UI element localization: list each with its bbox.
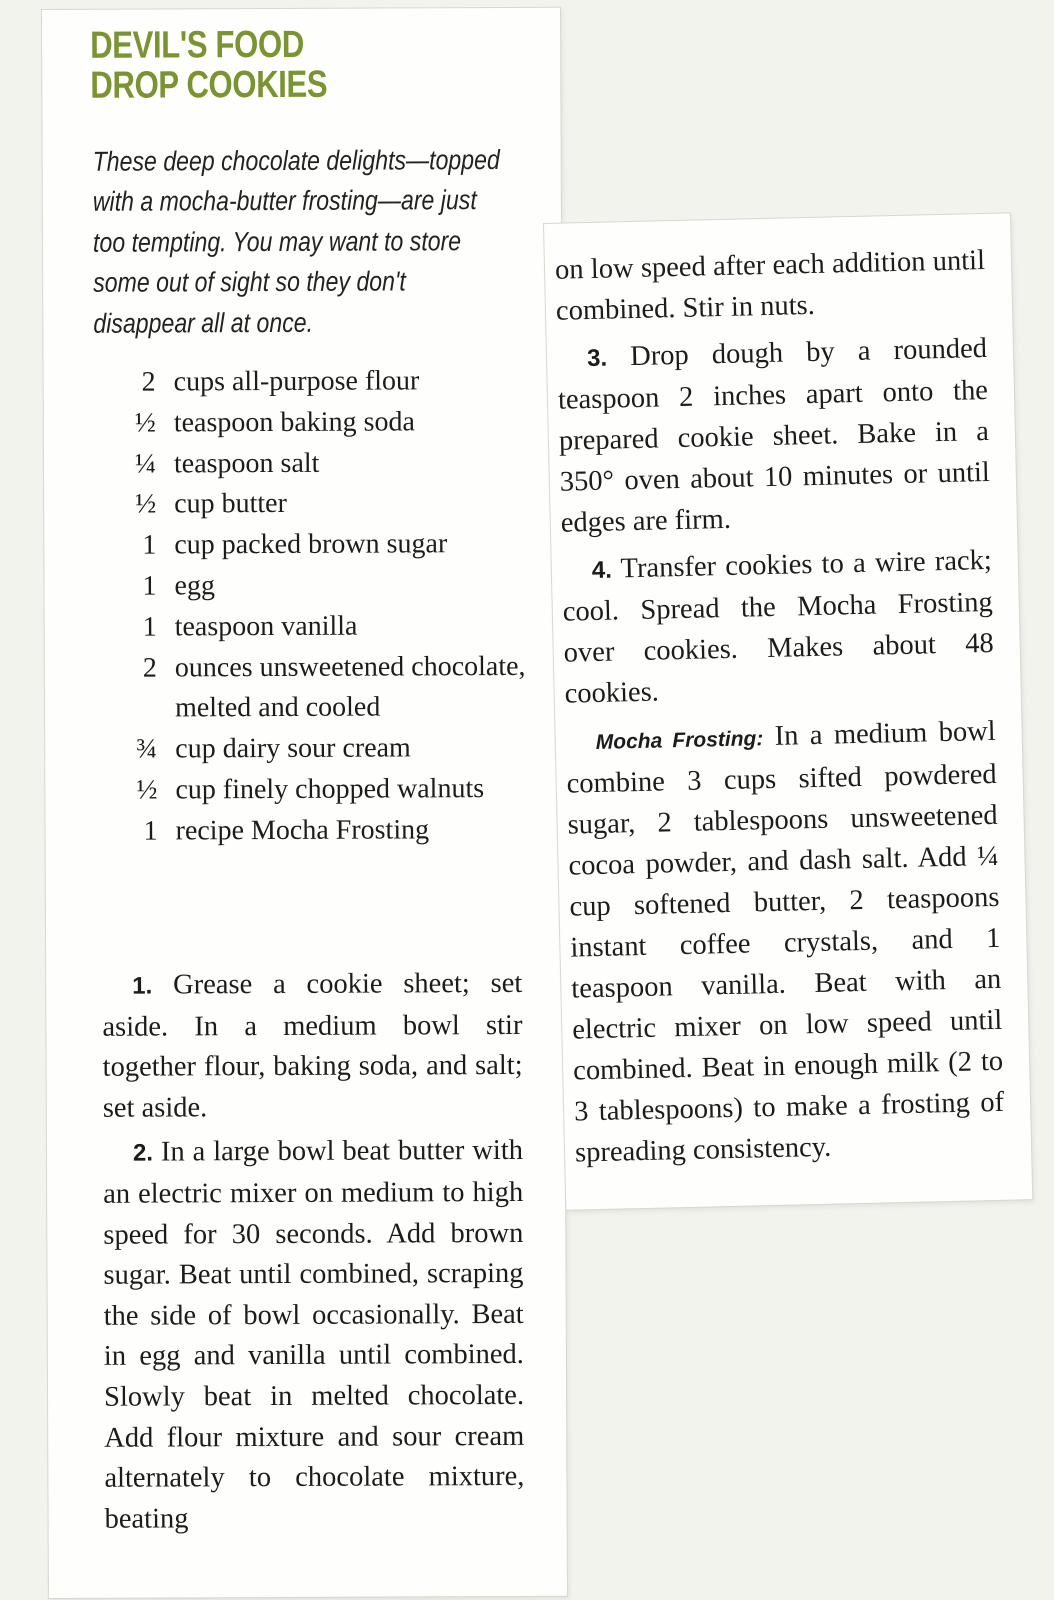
ingredient-name: cups all-purpose flour: [173, 365, 420, 398]
ingredient-quantity: ½: [134, 407, 156, 439]
recipe-title: [90, 25, 327, 106]
method-step-continued: on low speed after each addition until combined. Stir in nuts.: [554, 245, 986, 327]
step-text: In a large bowl beat butter with an electric mixer on medium to high speed for 30 seconds. Add brown sugar. Beat until combined, scraping the side of bowl occasionally. Beat in egg and vanilla until combined. Slowly beat in melted chocolate. Add flour mixture and sour cream alternately to chocolate mixture, beating: [103, 1135, 525, 1535]
method-step: [561, 540, 995, 715]
ingredient-name: teaspoon salt: [173, 447, 320, 480]
ingredient-name: cup butter: [174, 488, 287, 520]
ingredient-row: [103, 728, 553, 771]
recipe-intro: These deep chocolate delights—topped with a mocha-butter frosting—are just too tempting. You may want to store some out of sight so they don't disappear all at once.: [92, 143, 500, 339]
step-number: 1.: [132, 972, 153, 1000]
step-number: 3.: [586, 344, 608, 373]
frosting-label: Mocha Frosting:: [595, 727, 764, 754]
step-number: 2.: [132, 1139, 154, 1167]
ingredient-row: [102, 483, 552, 526]
ingredient-quantity: 2: [142, 652, 157, 684]
method-steps-right: [555, 240, 1006, 1174]
ingredient-name: teaspoon baking soda: [173, 406, 415, 439]
ingredient-quantity: ¼: [134, 448, 157, 480]
mocha-frosting-paragraph: [565, 711, 1005, 1174]
ingredient-quantity: 2: [141, 366, 156, 398]
ingredient-name: cup dairy sour cream: [175, 732, 411, 765]
method-step: [102, 964, 523, 1129]
ingredient-row: [102, 442, 552, 485]
ingredient-quantity: 1: [143, 815, 158, 847]
method-steps-left: [102, 964, 525, 1540]
ingredient-row: [102, 402, 552, 445]
ingredient-quantity: ½: [135, 488, 157, 520]
ingredient-row: [102, 565, 552, 608]
ingredient-quantity: 1: [142, 570, 157, 602]
ingredient-row: [102, 524, 552, 567]
step-text: Drop dough by a rounded teaspoon 2 inches apart onto the prepared cookie sheet. Bake in a 350° oven about 10 minutes or until edges are firm.: [557, 332, 991, 539]
ingredient-name: teaspoon vanilla: [174, 610, 358, 643]
ingredient-quantity: ½: [136, 774, 158, 806]
ingredient-row: [102, 361, 552, 404]
ingredient-name: recipe Mocha Frosting: [175, 814, 430, 847]
ingredient-name: ounces unsweetened chocolate, melted and cooled: [174, 650, 526, 724]
recipe-clipping-left: [42, 8, 567, 1598]
ingredient-row: [103, 606, 553, 649]
step-text: Grease a cookie sheet; set aside. In a medium bowl stir together flour, baking soda, and salt; set aside.: [102, 967, 523, 1124]
ingredient-list: [102, 361, 554, 853]
ingredient-name: cup packed brown sugar: [174, 528, 448, 561]
ingredient-quantity: 1: [142, 611, 157, 643]
step-number: 4.: [591, 556, 613, 584]
ingredient-row: [103, 646, 553, 730]
method-step: [557, 328, 992, 544]
recipe-clipping-right: [544, 213, 1032, 1209]
ingredient-name: egg: [174, 570, 216, 602]
method-step: [103, 1131, 525, 1540]
ingredient-row: [103, 810, 553, 853]
ingredient-row: [103, 769, 553, 812]
recipe-title-line-1: DEVIL'S FOOD: [90, 23, 304, 67]
ingredient-quantity: 1: [142, 529, 157, 561]
step-text: Transfer cookies to a wire rack; cool. Spread the Mocha Frosting over cookies. Makes about 48 cookies.: [562, 544, 994, 710]
recipe-title-line-2: DROP COOKIES: [90, 63, 328, 107]
ingredient-name: cup finely chopped walnuts: [175, 773, 485, 806]
ingredient-quantity: ¾: [136, 733, 158, 765]
frosting-text: In a medium bowl combine 3 cups sifted powdered sugar, 2 tablespoons unsweetened cocoa powder, and dash salt. Add ¼ cup softened butter, 2 teaspoons instant coffee crystals, and 1 teaspoon vanilla. Beat with an electric mixer on low speed until combined. Beat in enough milk (2 to 3 tablespoons) to make a frosting of spreading consistency.: [566, 715, 1005, 1169]
